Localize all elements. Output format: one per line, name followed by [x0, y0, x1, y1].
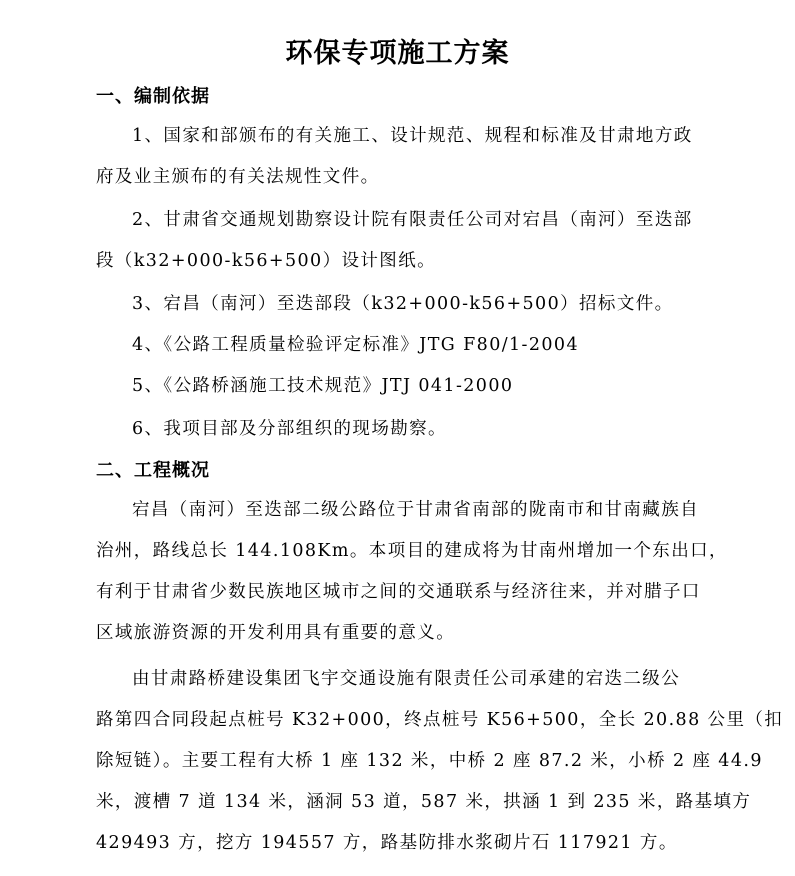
section-heading-overview: 二、工程概况	[96, 460, 210, 481]
overview-paragraph-2-line-2: 路第四合同段起点桩号 K32+000，终点桩号 K56+500，全长 20.88 公里（扣	[96, 710, 784, 730]
basis-item-2	[96, 200, 696, 282]
basis-item-5	[96, 366, 696, 407]
overview-paragraph-2-line-3: 除短链）。主要工程有大桥 1 座 132 米，中桥 2 座 87.2 米，小桥 2 座 44.9	[96, 751, 763, 771]
basis-item-5-line-1: 5、《公路桥涵施工技术规范》JTJ 041-2000	[132, 376, 514, 396]
basis-item-3	[96, 284, 696, 325]
basis-item-6-line-1: 6、我项目部及分部组织的现场勘察。	[132, 419, 447, 439]
overview-paragraph-1-line-1: 宕昌（南河）至迭部二级公路位于甘肃省南部的陇南市和甘南藏族自	[132, 500, 699, 520]
basis-item-4-line-1: 4、《公路工程质量检验评定标准》JTG F80/1-2004	[132, 335, 580, 355]
basis-item-6	[96, 409, 696, 450]
basis-item-4	[96, 325, 696, 366]
basis-item-1	[96, 116, 696, 198]
overview-paragraph-1-line-2: 治州，路线总长 144.108Km。本项目的建成将为甘南州增加一个东出口，	[96, 541, 728, 561]
document-title: 环保专项施工方案	[285, 38, 510, 69]
overview-paragraph-1	[96, 490, 728, 654]
basis-item-2-line-1: 2、甘肃省交通规划勘察设计院有限责任公司对宕昌（南河）至迭部	[132, 210, 693, 230]
overview-paragraph-2-line-5: 429493 方，挖方 194557 方，路基防排水浆砌片石 117921 方。	[96, 833, 678, 853]
overview-paragraph-1-line-3: 有利于甘肃省少数民族地区城市之间的交通联系与经济往来，并对腊子口	[96, 582, 701, 602]
basis-item-2-line-2: 段（k32+000-k56+500）设计图纸。	[96, 251, 436, 271]
basis-item-1-line-1: 1、国家和部颁布的有关施工、设计规范、规程和标准及甘肃地方政	[132, 126, 693, 146]
overview-paragraph-2-line-1: 由甘肃路桥建设集团飞宇交通设施有限责任公司承建的宕迭二级公	[132, 669, 681, 689]
basis-item-1-line-2: 府及业主颁布的有关法规性文件。	[96, 167, 380, 187]
overview-paragraph-1-line-4: 区域旅游资源的开发利用具有重要的意义。	[96, 623, 456, 643]
section-heading-basis: 一、编制依据	[96, 86, 210, 107]
overview-paragraph-2-line-4: 米，渡槽 7 道 134 米，涵洞 53 道，587 米，拱涵 1 到 235 米，路基填方	[96, 792, 752, 812]
basis-item-3-line-1: 3、宕昌（南河）至迭部段（k32+000-k56+500）招标文件。	[132, 294, 674, 314]
overview-paragraph-2	[96, 659, 784, 864]
